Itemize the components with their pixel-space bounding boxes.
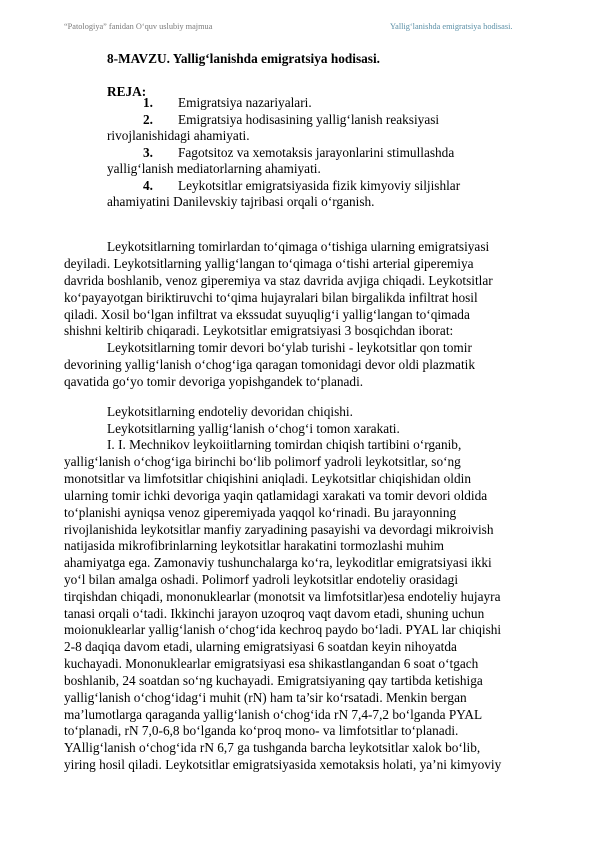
body-line: tanasi orqali o‘tadi. Ikkinchi jarayon uzoqroq vaqt davom etadi, shuning uchun bbox=[64, 606, 485, 621]
plan-heading: REJA: bbox=[107, 84, 147, 99]
body-line: Leykotsitlarning yallig‘lanish o‘chog‘i tomon xarakati. bbox=[107, 421, 400, 436]
plan-item-text: Emigratsiya hodisasining yallig‘lanish reaksiyasi bbox=[178, 112, 440, 127]
body-line: to‘planadi, rN 7,0-6,8 bo‘lganda ko‘proq mono- va limfotsitlar to‘planadi. bbox=[64, 723, 459, 738]
plan-item-text: Emigratsiya nazariyalari. bbox=[178, 95, 312, 110]
body-line: qiladi. Xosil bo‘lgan infiltrat va ekssudat suyuqlig‘i yallig‘langan to‘qimada bbox=[64, 307, 470, 322]
body-line: YAllig‘lanish o‘chog‘ida rN 6,7 ga tushganda barcha leykotsitlar xalok bo‘lib, bbox=[64, 740, 481, 755]
plan-item-text: ahamiyatini Danilevskiy tajribasi orqali o‘rganish. bbox=[107, 194, 375, 209]
body-line: I. I. Mechnikov leykoiitlarning tomirdan chiqish tartibini o‘rganib, bbox=[107, 437, 462, 452]
body-line: qavatida go‘yo tomir devoriga yopishgandek to‘planadi. bbox=[64, 374, 364, 389]
page-title: 8-MAVZU. Yallig‘lanishda emigratsiya hodisasi. bbox=[107, 51, 380, 66]
body-line: ma’lumotlarga qaraganda yallig‘lanish o‘chog‘ida rN 7,4-7,2 bo‘lganda PYAL bbox=[64, 707, 483, 722]
body-line: moionuklearlar yallig‘lanish o‘chog‘ida kechroq paydo bo‘ladi. PYAL lar chiqishi bbox=[64, 622, 502, 637]
body-line: 2-8 daqiqa davom etadi, ularning emigratsiyasi 6 soatdan keyin nihoyatda bbox=[64, 639, 457, 654]
body-line: to‘planishi ayniqsa venoz giperemiyada yaqqol ko‘rinadi. Bu jarayonning bbox=[64, 505, 457, 520]
body-line: Leykotsitlarning tomir devori bo‘ylab turishi - leykotsitlar qon tomir bbox=[107, 340, 472, 355]
running-header-right: Yallig‘lanishda emigratsiya hodisasi. bbox=[390, 22, 513, 31]
body-line: Leykotsitlarning tomirlardan to‘qimaga o‘tishiga ularning emigratsiyasi bbox=[107, 239, 490, 254]
body-line: yallig‘lanish o‘chog‘iga birinchi bo‘lib polimorf yadroli leykotsitlar, so‘ng bbox=[64, 454, 461, 469]
plan-item-text: yallig‘lanish mediatorlarning ahamiyati. bbox=[107, 161, 321, 176]
plan-item-text: Fagotsitoz va xemotaksis jarayonlarini stimullashda bbox=[178, 145, 455, 160]
plan-item-number: 3. bbox=[143, 145, 153, 160]
body-line: rivojlanishida leykotsitlar manfiy zaryadining pasayishi va devordagi mikroivish bbox=[64, 522, 494, 537]
body-line: ahamiyatga ega. Zamonaviy tushunchalarga ko‘ra, leykoditlar emigratsiyasi ikki bbox=[64, 555, 492, 570]
body-line: boshlanib, 24 soatdan so‘ng kuchayadi. Emigratsiyaning qay tartibda ketishiga bbox=[64, 673, 483, 688]
body-line: Leykotsitlarning endoteliy devoridan chiqishi. bbox=[107, 404, 353, 419]
body-line: natijasida mikrofibrinlarning leykotsitlar harakatini tormozlashi muhim bbox=[64, 538, 444, 553]
running-header-left: “Patologiya” fanidan O‘quv uslubiy majmua bbox=[64, 22, 213, 31]
plan-item-text: Leykotsitlar emigratsiyasida fizik kimyoviy siljishlar bbox=[178, 178, 461, 193]
body-line: shishni keltirib chiqaradi. Leykotsitlar emigratsiyasi 3 bosqichdan iborat: bbox=[64, 323, 454, 338]
body-line: davrida boshlanib, venoz giperemiya va staz davrida avjiga chiqadi. Leykotsitlar bbox=[64, 273, 493, 288]
body-line: devorining yallig‘lanish o‘chog‘iga qaragan tomonidagi devor oldi plazmatik bbox=[64, 357, 475, 372]
body-line: kuchayadi. Mononuklearlar emigratsiyasi esa shikastlangandan 6 soat o‘tgach bbox=[64, 656, 479, 671]
plan-item-number: 4. bbox=[143, 178, 153, 193]
body-line: ko‘payayotgan biriktiruvchi to‘qima hujayralari bilan birgalikda infiltrat hosil bbox=[64, 290, 478, 305]
body-line: yiring hosil qiladi. Leykotsitlar emigratsiyasida xemotaksis holati, ya’ni kimyoviy bbox=[64, 757, 502, 772]
plan-item-text: rivojlanishidagi ahamiyati. bbox=[107, 128, 250, 143]
body-line: yo‘l bilan amalga oshadi. Polimorf yadroli leykotsitlar endoteliy orasidagi bbox=[64, 572, 459, 587]
body-line: yallig‘lanish o‘chog‘idag‘i muhit (rN) ham ta’sir ko‘rsatadi. Menkin bergan bbox=[64, 690, 467, 705]
body-line: deyiladi. Leykotsitlarning yallig‘langan to‘qimaga o‘tishi arterial giperemiya bbox=[64, 256, 474, 271]
body-line: monotsitlar va limfotsitlar chiqishini aniqladi. Leykotsitlar chiqishidan oldin bbox=[64, 471, 471, 486]
body-line: tirqishdan chiqadi, mononuklearlar (monotsit va limfotsitlar)esa endoteliy hujayra bbox=[64, 589, 501, 604]
body-line: ularning tomir ichki devoriga yaqin qatlamidagi xarakati va tomir devori oldida bbox=[64, 488, 488, 503]
plan-item-number: 2. bbox=[143, 112, 153, 127]
plan-item-number: 1. bbox=[143, 95, 153, 110]
